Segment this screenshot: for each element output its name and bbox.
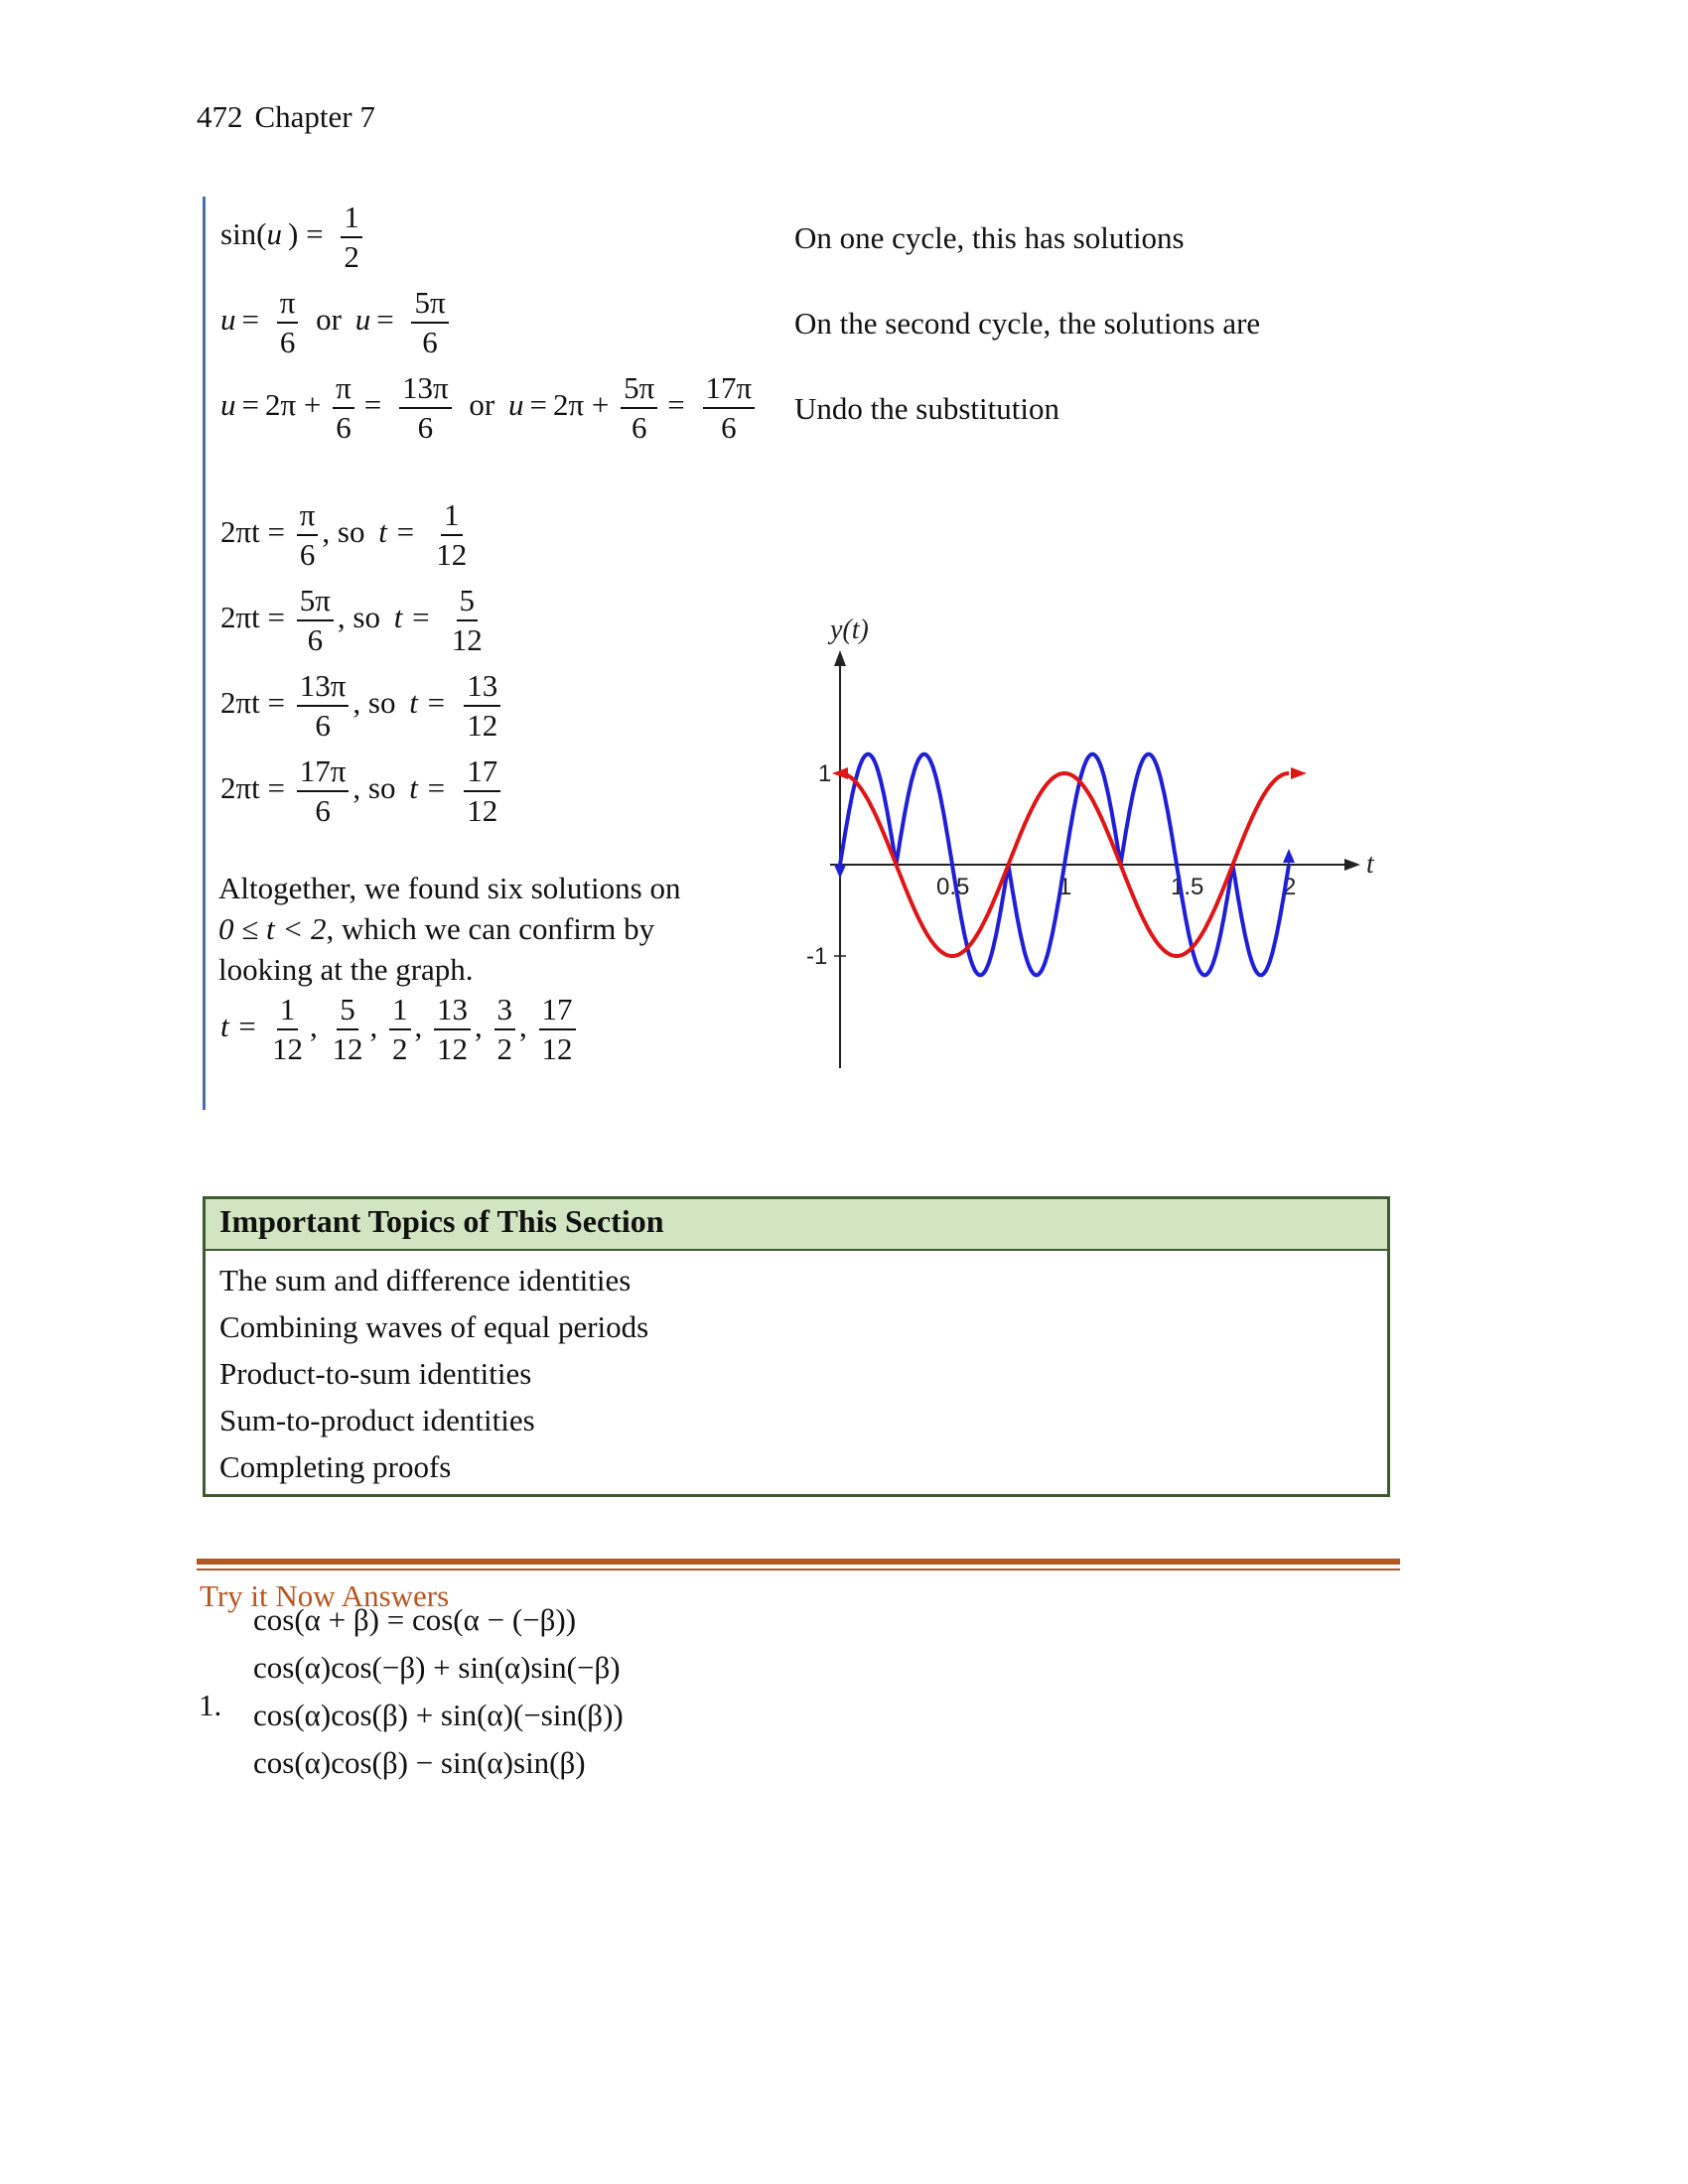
x-tick-label: 1.5 [1171,874,1204,900]
summary-paragraph: Altogether, we found six solutions on 0 ≤ t < 2, which we can confirm by looking at the graph. [218,871,681,987]
step-first-cycle-solutions: u = $\frac{\pi}{6}$ or u = $\frac{5\pi}{6}$ [220,286,453,359]
solution-t-4: 2πt = $\frac{17\pi}{6}$ , so t = $\frac{17}{12}$ [220,754,504,828]
proof-line-2: cos(α)cos(−β) + sin(α)sin(−β) [253,1650,621,1685]
note-undo-substitution: Undo the substitution [794,391,1059,426]
topic-item: Sum-to-product identities [219,1403,535,1437]
note-second-cycle: On the second cycle, the solutions are [794,306,1261,341]
y-tick-label: 1 [818,760,832,787]
proof-line-3: cos(α)cos(β) + sin(α)(−sin(β)) [253,1698,624,1732]
final-solution-list: t = $\frac{1}{12}$ , $\frac{5}{12}$ , $\frac{1}{2}$ , $\frac{13}{12}$ , $\frac{3}{2}$ , $\frac{17}{12}$ [220,993,580,1066]
page-number: 472 [197,99,243,134]
x-axis-label: t [1366,849,1374,880]
topic-item: The sum and difference identities [219,1263,632,1297]
example-left-rule [203,197,206,1110]
summary-inequality: 0 ≤ t < 2 [218,911,327,946]
page-header [197,99,387,135]
x-tick-label: 1 [1058,874,1072,900]
topic-item: Completing proofs [219,1449,452,1484]
y-axis-label: y(t) [830,614,869,645]
blue-curve-arrow [1283,849,1295,863]
try-it-now-title: Try it Now Answers [200,1578,450,1613]
x-tick-label: 0.5 [936,874,970,900]
topic-item: Product-to-sum identities [219,1356,532,1391]
solution-t-1: 2πt = $\frac{\pi}{6}$ , so t = $\frac{1}{12}$ [220,497,468,573]
solution-t-2: 2πt = $\frac{5\pi}{6}$ , so t = $\frac{5}{12}$ [220,583,483,658]
y-axis-arrow [834,650,846,666]
x-axis-arrow [1344,859,1360,871]
section-divider [197,1559,1400,1565]
proof-line-4: cos(α)cos(β) − sin(α)sin(β) [253,1745,586,1780]
solution-t-3: 2πt = $\frac{13\pi}{6}$ , so t = $\frac{13}{12}$ [220,669,504,743]
answer-number: 1. [199,1688,222,1722]
topic-item: Combining waves of equal periods [219,1309,649,1344]
fraction-one-half: $\frac{1}{2}$ [341,201,362,274]
graph-y-of-t [794,611,1410,1077]
blue-curve-arrow-left [834,865,846,879]
section-divider-thin [197,1569,1400,1570]
x-tick-label: 2 [1283,874,1297,900]
topics-table [203,1196,1390,1497]
topics-title: Important Topics of This Section [206,1199,1387,1251]
note-one-cycle: On one cycle, this has solutions [794,220,1185,255]
chapter-label: Chapter 7 [254,99,375,134]
step-second-cycle-solutions: u = 2π + $\frac{\pi}{6}$ = $\frac{13\pi}{6}$ or u = 2π + $\frac{5\pi}{6}$ = $\frac{17\pi}{6}$ [220,371,759,445]
y-tick-label: -1 [806,943,828,970]
step-sin-equation: sin(u ) = $\frac{1}{2}$ [220,201,366,274]
red-curve-arrow [1291,767,1307,779]
proof-line-1: cos(α + β) = cos(α − (−β)) [253,1602,577,1637]
